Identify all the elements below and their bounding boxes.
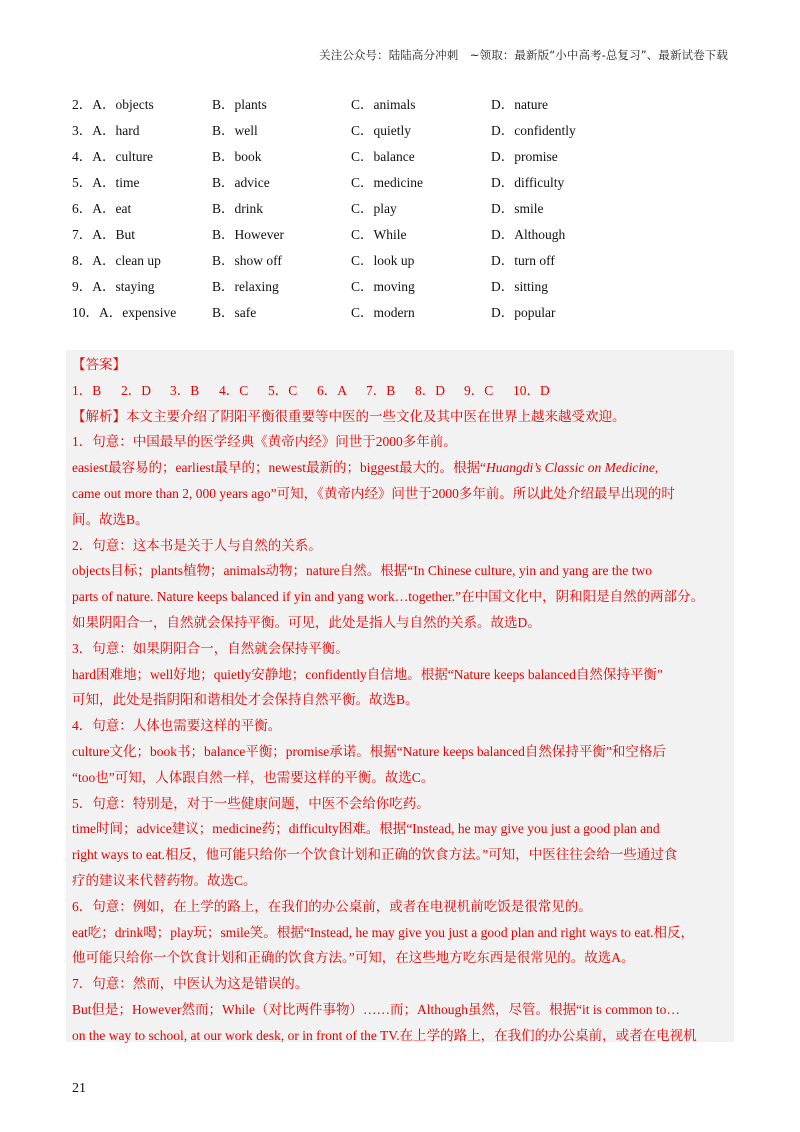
option-row-9 — [72, 277, 732, 303]
option-b: B．safe — [212, 305, 257, 320]
option-d: D．sitting — [491, 279, 549, 294]
option-a: 2．A．objects — [72, 97, 154, 112]
option-d: D．difficulty — [491, 175, 565, 190]
q3-line-2: 可知，此处是指阴阳和谐相处才会保持自然平衡。故选B。 — [72, 692, 419, 708]
option-row-3 — [72, 121, 732, 147]
q5-line-1: time时间；advice建议；medicine药；difficulty困难。根据“Instead, he may give you just a good plan and — [72, 821, 660, 837]
option-d: D．Although — [491, 227, 566, 242]
options-list — [72, 95, 732, 329]
page-header: 关注公众号：陆陆高分冲刺 ~领取：最新版“小中高考-总复习”、最新试卷下载 — [319, 48, 728, 62]
option-c: C．medicine — [351, 175, 423, 190]
answer-key-7: 7．B — [366, 382, 396, 398]
q5-line-3: 疗的建议来代替药物。故选C。 — [72, 872, 257, 888]
q2-title: 2．句意：这本书是关于人与自然的关系。 — [72, 537, 322, 553]
option-a: 7．A．But — [72, 227, 136, 242]
q4-title: 4．句意：人体也需要这样的平衡。 — [72, 718, 282, 734]
q6-title: 6．句意：例如，在上学的路上，在我们的办公桌前，或者在电视机前吃饭是很常见的。 — [72, 898, 592, 914]
option-a: 4．A．culture — [72, 149, 153, 164]
q2-line-3: 如果阴阳合一，自然就会保持平衡。可见，此处是指人与自然的关系。故选D。 — [72, 614, 541, 630]
option-c: C．While — [351, 227, 407, 242]
option-a: 10．A．expensive — [72, 305, 177, 320]
option-d: D．promise — [491, 149, 558, 164]
option-c: C．animals — [351, 97, 416, 112]
option-b: B．However — [212, 227, 284, 242]
option-row-2 — [72, 95, 732, 121]
q1-title: 1．句意：中国最早的医学经典《黄帝内经》问世于2000多年前。 — [72, 434, 457, 450]
q1-line-2: came out more than 2, 000 years ago”可知，《黄帝内经》问世于2000多年前。所以此处介绍最早出现的时 — [72, 485, 675, 501]
explanation-intro: 【解析】本文主要介绍了阴阳平衡很重要等中医的一些文化及其中医在世界上越来越受欢迎。 — [72, 408, 626, 424]
answer-key-4: 4．C — [219, 382, 249, 398]
option-row-4 — [72, 147, 732, 173]
option-b: B．relaxing — [212, 279, 279, 294]
answer-key-2: 2．D — [121, 382, 151, 398]
option-c: C．quietly — [351, 123, 411, 138]
q4-line-2: “too也”可知，人体跟自然一样，也需要这样的平衡。故选C。 — [72, 769, 435, 785]
option-a: 9．A．staying — [72, 279, 155, 294]
answer-key-9: 9．C — [464, 382, 494, 398]
answer-key-10: 10．D — [513, 382, 550, 398]
q6-line-1: eat吃；drink喝；play玩；smile笑。根据“Instead, he may give you just a good plan and right ways to eat.相反， — [72, 924, 695, 940]
q2-line-2: parts of nature. Nature keeps balanced if yin and yang work…together.”在中国文化中，阴和阳是自然的两部分。 — [72, 589, 705, 605]
option-d: D．turn off — [491, 253, 555, 268]
q5-title: 5．句意：特别是，对于一些健康问题，中医不会给你吃药。 — [72, 795, 430, 811]
answer-key-8: 8．D — [415, 382, 445, 398]
q4-line-1: culture文化；book书；balance平衡；promise承诺。根据“Nature keeps balanced自然保持平衡”和空格后 — [72, 743, 666, 759]
page-number: 21 — [72, 1081, 86, 1096]
q3-title: 3．句意：如果阴阳合一，自然就会保持平衡。 — [72, 640, 349, 656]
option-c: C．modern — [351, 305, 415, 320]
option-c: C．balance — [351, 149, 415, 164]
option-a: 3．A．hard — [72, 123, 140, 138]
option-d: D．confidently — [491, 123, 576, 138]
q3-line-1: hard困难地；well好地；quietly安静地；confidently自信地。根据“Nature keeps balanced自然保持平衡” — [72, 666, 663, 682]
answer-section — [72, 352, 736, 1049]
q7-title: 7．句意：然而，中医认为这是错误的。 — [72, 976, 309, 992]
answer-key-6: 6．A — [317, 382, 347, 398]
answer-key-1: 1．B — [72, 382, 102, 398]
option-c: C．play — [351, 201, 397, 216]
q7-line-2: on the way to school, at our work desk, or in front of the TV.在上学的路上，在我们的办公桌前，或者在电视机 — [72, 1027, 697, 1043]
q2-line-1: objects目标；plants植物；animals动物；nature自然。根据“In Chinese culture, yin and yang are the two — [72, 563, 652, 579]
option-b: B．book — [212, 149, 262, 164]
option-row-7 — [72, 225, 732, 251]
option-a: 5．A．time — [72, 175, 140, 190]
q1-text-a: easiest最容易的；earliest最早的；newest最新的；biggest最大的。根据“ — [72, 460, 486, 476]
option-c: C．moving — [351, 279, 415, 294]
answer-key-row — [72, 378, 736, 404]
q6-line-2: 他可能只给你一个饮食计划和正确的饮食方法。”可知，在这些地方吃东西是很常见的。故选A。 — [72, 950, 635, 966]
q1-text-b: , — [654, 460, 659, 476]
option-row-5 — [72, 173, 732, 199]
q7-line-1: But但是；However然而；While（对比两件事物）……而；Although虽然，尽管。根据“it is common to… — [72, 1001, 680, 1017]
q1-line-1 — [72, 455, 736, 481]
option-b: B．well — [212, 123, 258, 138]
option-a: 6．A．eat — [72, 201, 132, 216]
option-d: D．popular — [491, 305, 556, 320]
option-b: B．drink — [212, 201, 264, 216]
option-a: 8．A．clean up — [72, 253, 161, 268]
q1-book-title: Huangdi’s Classic on Medicine — [485, 460, 655, 476]
option-d: D．smile — [491, 201, 544, 216]
answer-key-5: 5．C — [268, 382, 298, 398]
q5-line-2: right ways to eat.相反，他可能只给你一个饮食计划和正确的饮食方法。”可知，中医往往会给一些通过食 — [72, 847, 678, 863]
option-d: D．nature — [491, 97, 548, 112]
option-row-6 — [72, 199, 732, 225]
option-row-10 — [72, 303, 732, 329]
q1-line-3: 间。故选B。 — [72, 511, 149, 527]
option-row-8 — [72, 251, 732, 277]
option-c: C．look up — [351, 253, 415, 268]
answer-key-3: 3．B — [170, 382, 200, 398]
option-b: B．advice — [212, 175, 270, 190]
option-b: B．plants — [212, 97, 267, 112]
option-b: B．show off — [212, 253, 282, 268]
answer-heading: 【答案】 — [72, 357, 126, 372]
